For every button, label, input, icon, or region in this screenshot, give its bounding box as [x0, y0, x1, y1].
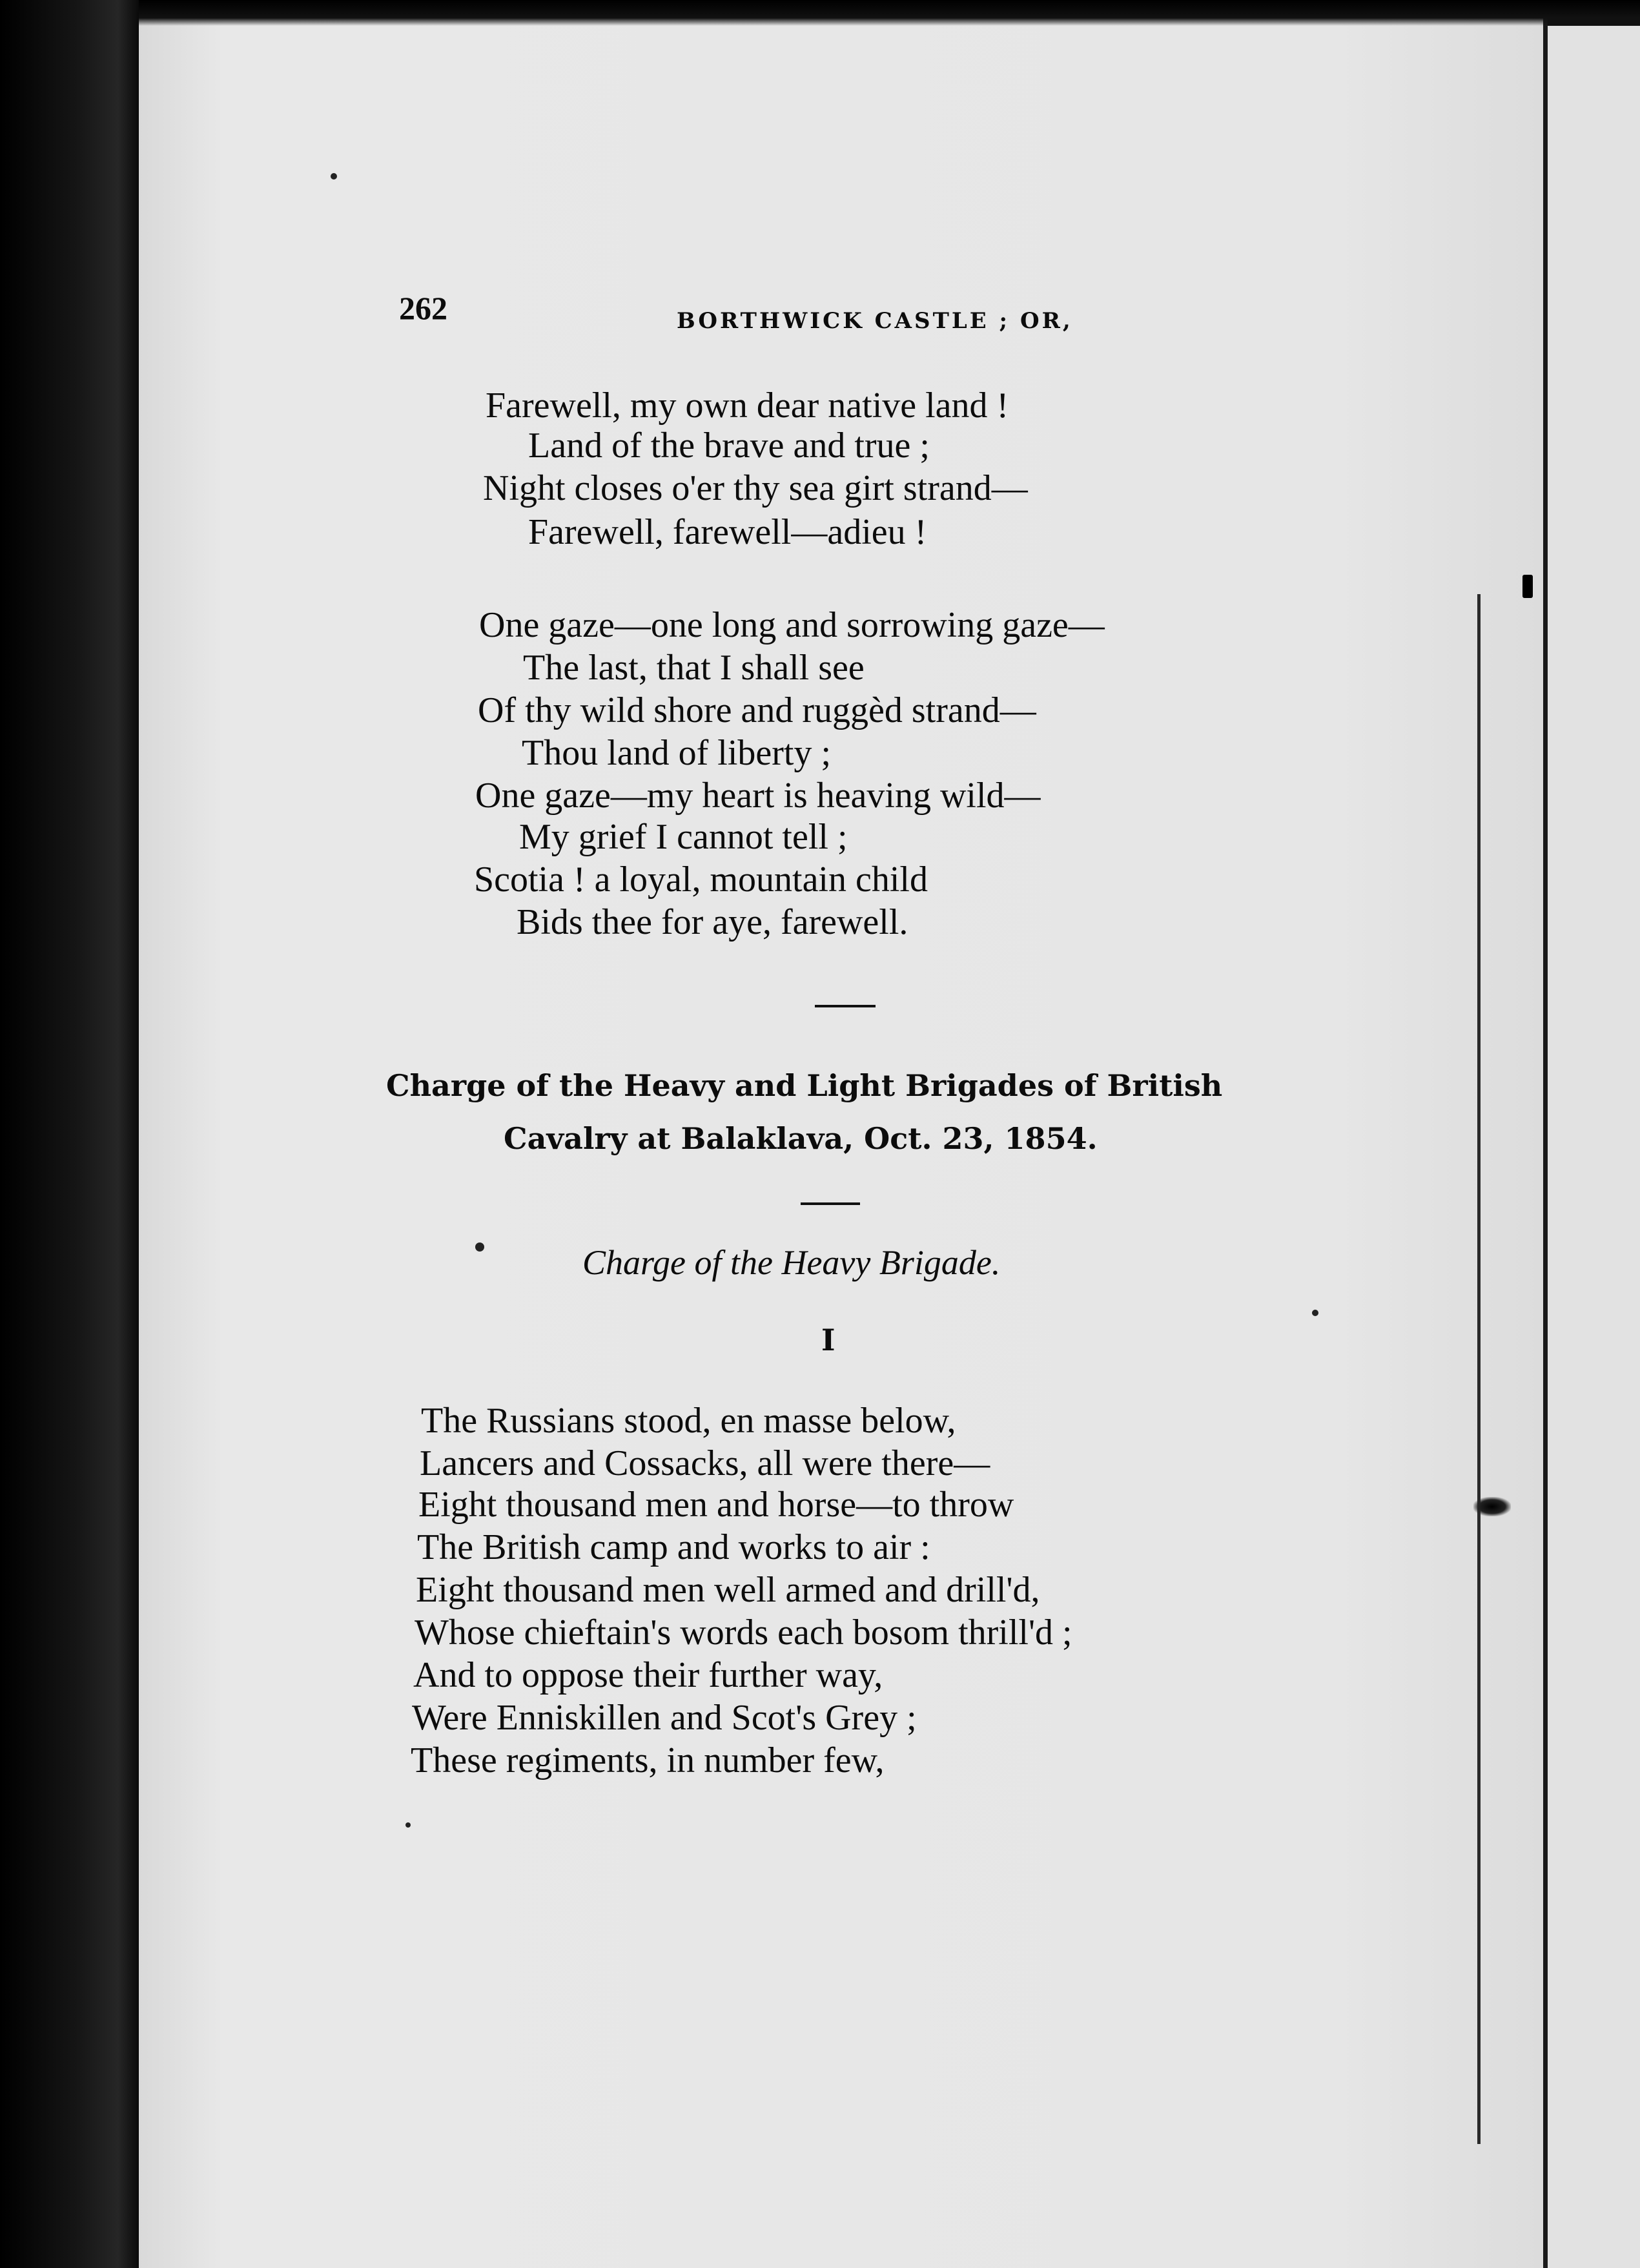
running-head: BORTHWICK CASTLE ; OR,	[677, 308, 1073, 334]
verse-line: Farewell, farewell—adieu !	[528, 512, 927, 552]
page-fold-line	[1477, 594, 1481, 2144]
gutter-line	[1543, 13, 1548, 2268]
section-rule	[801, 1202, 860, 1205]
speck	[405, 1822, 411, 1828]
verse-line: Eight thousand men and horse—to throw	[418, 1485, 1014, 1525]
section-numeral: I	[821, 1323, 835, 1357]
verse-line: Eight thousand men well armed and drill'd,	[416, 1570, 1040, 1610]
speck	[1312, 1310, 1318, 1316]
verse-line: The last, that I shall see	[523, 648, 865, 688]
book-spine	[0, 0, 139, 2268]
poem-title-line-1: Charge of the Heavy and Light Brigades of British	[386, 1068, 1223, 1103]
verse-line: The British camp and works to air :	[417, 1527, 930, 1567]
verse-line: Night closes o'er thy sea girt strand—	[483, 468, 1028, 508]
verse-line: One gaze—my heart is heaving wild—	[475, 776, 1041, 816]
poem-subtitle: Charge of the Heavy Brigade.	[582, 1243, 1001, 1282]
ink-blot	[1473, 1497, 1511, 1516]
verse-line: Of thy wild shore and ruggèd strand—	[478, 690, 1036, 730]
verse-line: My grief I cannot tell ;	[519, 817, 848, 857]
verse-line: Bids thee for aye, farewell.	[517, 902, 908, 942]
verse-line: Scotia ! a loyal, mountain child	[474, 860, 928, 900]
verse-line: One gaze—one long and sorrowing gaze—	[479, 605, 1105, 645]
verse-line: Farewell, my own dear native land !	[486, 386, 1009, 426]
verse-line: Thou land of liberty ;	[522, 733, 832, 773]
verse-line: And to oppose their further way,	[413, 1655, 883, 1695]
speck	[331, 173, 337, 180]
top-edge-shadow	[139, 0, 1640, 26]
verse-line: Lancers and Cossacks, all were there—	[420, 1443, 990, 1483]
gutter-mark	[1522, 575, 1533, 598]
verse-line: The Russians stood, en masse below,	[421, 1401, 956, 1441]
verse-line: Whose chieftain's words each bosom thrill'd ;	[415, 1613, 1072, 1653]
page-number: 262	[399, 290, 447, 326]
section-rule	[815, 1005, 876, 1007]
verse-line: Land of the brave and true ;	[528, 426, 930, 466]
poem-title-line-2: Cavalry at Balaklava, Oct. 23, 1854.	[504, 1121, 1098, 1156]
verse-line: These regiments, in number few,	[411, 1740, 885, 1780]
speck	[475, 1242, 484, 1252]
verse-line: Were Enniskillen and Scot's Grey ;	[412, 1698, 917, 1738]
facing-page-edge	[1546, 26, 1640, 2268]
